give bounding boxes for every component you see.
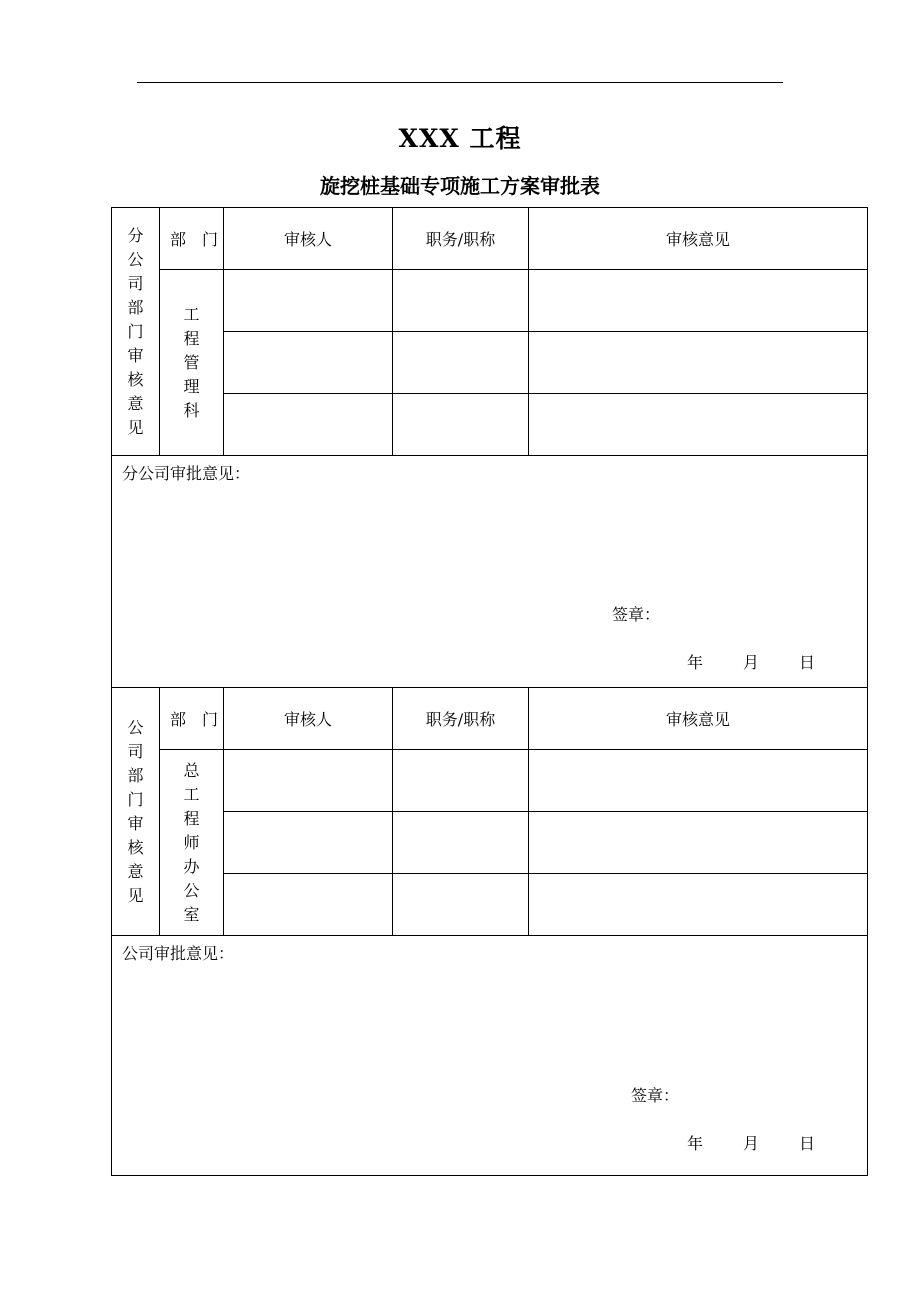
section2-reviewer-cell[interactable] — [224, 874, 393, 936]
section1-opinion-header: 审核意见 — [529, 208, 868, 270]
section2-review-row — [112, 812, 868, 874]
section1-opinion-cell[interactable] — [529, 332, 868, 394]
section2-header-row — [112, 688, 868, 750]
section2-position-cell[interactable] — [393, 874, 529, 936]
section2-dept-name: 总工程师办公室 — [160, 750, 224, 936]
section1-date — [687, 650, 815, 673]
section1-approval-cell[interactable] — [112, 456, 868, 688]
section1-dept-header: 部 门 — [160, 208, 224, 270]
section1-date-year: 年 — [686, 653, 703, 672]
section1-sign-label: 签章： — [612, 605, 661, 624]
section2-date-day: 日 — [798, 1134, 815, 1153]
section2-approval-cell[interactable] — [112, 936, 868, 1176]
section2-dept-header: 部 门 — [160, 688, 224, 750]
section1-position-cell[interactable] — [393, 332, 529, 394]
section1-review-row — [112, 332, 868, 394]
section1-reviewer-header: 审核人 — [224, 208, 393, 270]
section1-reviewer-cell[interactable] — [224, 332, 393, 394]
section2-review-row — [112, 874, 868, 936]
section1-review-row — [112, 270, 868, 332]
section1-reviewer-cell[interactable] — [224, 394, 393, 456]
section1-date-month: 月 — [742, 653, 759, 672]
section2-opinion-cell[interactable] — [529, 812, 868, 874]
section1-position-header: 职务/职称 — [393, 208, 529, 270]
section2-position-header: 职务/职称 — [393, 688, 529, 750]
section1-approval-label: 分公司审批意见： — [122, 464, 251, 483]
section2-opinion-cell[interactable] — [529, 750, 868, 812]
section2-opinion-header: 审核意见 — [529, 688, 868, 750]
section2-date-month: 月 — [742, 1134, 759, 1153]
section2-opinion-cell[interactable] — [529, 874, 868, 936]
section2-reviewer-cell[interactable] — [224, 750, 393, 812]
section2-position-cell[interactable] — [393, 812, 529, 874]
section1-opinion-cell[interactable] — [529, 270, 868, 332]
section1-header-row — [112, 208, 868, 270]
section1-approval-row — [112, 456, 868, 688]
document-title: XXX 工程 — [398, 124, 522, 153]
section1-review-row — [112, 394, 868, 456]
section2-position-cell[interactable] — [393, 750, 529, 812]
section2-reviewer-header: 审核人 — [224, 688, 393, 750]
section1-group-label: 分公司部门审核意见 — [112, 208, 160, 456]
header-rule — [137, 82, 783, 83]
section1-opinion-cell[interactable] — [529, 394, 868, 456]
section1-date-day: 日 — [798, 653, 815, 672]
section1-position-cell[interactable] — [393, 270, 529, 332]
approval-table — [111, 207, 868, 1176]
section2-date-year: 年 — [686, 1134, 703, 1153]
document-subtitle: 旋挖桩基础专项施工方案审批表 — [320, 174, 600, 198]
section2-date — [687, 1131, 815, 1154]
section2-group-label: 公司部门审核意见 — [112, 688, 160, 936]
section1-dept-name: 工程管理科 — [160, 270, 224, 456]
section2-approval-label: 公司审批意见： — [122, 944, 235, 963]
section2-sign-label: 签章： — [631, 1086, 680, 1105]
section2-reviewer-cell[interactable] — [224, 812, 393, 874]
section1-position-cell[interactable] — [393, 394, 529, 456]
section1-reviewer-cell[interactable] — [224, 270, 393, 332]
section2-approval-row — [112, 936, 868, 1176]
section2-review-row — [112, 750, 868, 812]
